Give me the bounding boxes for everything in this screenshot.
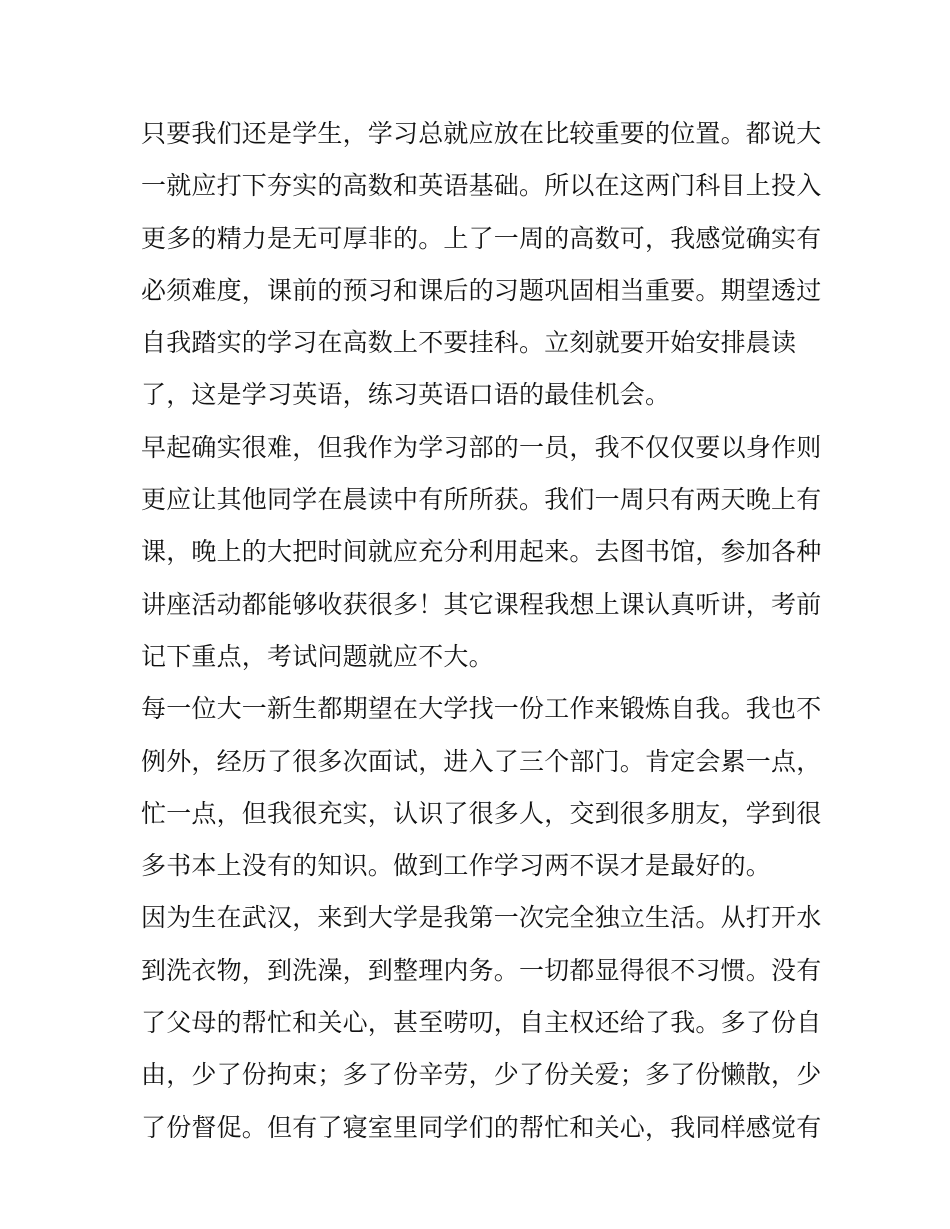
text-line: 更多的精力是无可厚非的。上了一周的高数可，我感觉确实有 — [141, 223, 822, 253]
text-line: 讲座活动都能够收获很多！其它课程我想上课认真听讲，考前 — [141, 589, 822, 619]
text-line: 只要我们还是学生，学习总就应放在比较重要的位置。都说大 — [141, 119, 822, 148]
text-line: 自我踏实的学习在高数上不要挂科。立刻就要开始安排晨读 — [141, 328, 797, 358]
text-line: 由，少了份拘束；多了份辛劳，少了份关爱；多了份懒散，少 — [141, 1060, 822, 1090]
document-body — [141, 108, 821, 1154]
text-line: 了，这是学习英语，练习英语口语的最佳机会。 — [141, 380, 671, 410]
text-line: 早起确实很难，但我作为学习部的一员，我不仅仅要以身作则 — [141, 432, 822, 462]
text-line: 忙一点，但我很充实，认识了很多人，交到很多朋友，学到很 — [141, 798, 822, 828]
text-line: 每一位大一新生都期望在大学找一份工作来锻炼自我。我也不 — [141, 694, 822, 724]
text-line: 到洗衣物，到洗澡，到整理内务。一切都显得很不习惯。没有 — [141, 955, 822, 985]
text-line: 一就应打下夯实的高数和英语基础。所以在这两门科目上投入 — [141, 171, 822, 201]
text-line: 记下重点，考试问题就应不大。 — [141, 641, 494, 671]
text-line: 多书本上没有的知识。做到工作学习两不误才是最好的。 — [141, 851, 772, 881]
text-line: 例外，经历了很多次面试，进入了三个部门。肯定会累一点， — [141, 746, 822, 776]
text-line: 更应让其他同学在晨读中有所所获。我们一周只有两天晚上有 — [141, 485, 822, 515]
text-line: 了父母的帮忙和关心，甚至唠叨，自主权还给了我。多了份自 — [141, 1008, 822, 1038]
text-line: 必须难度，课前的预习和课后的习题巩固相当重要。期望透过 — [141, 275, 822, 305]
text-line: 了份督促。但有了寝室里同学们的帮忙和关心，我同样感觉有 — [141, 1112, 822, 1142]
text-line: 课，晚上的大把时间就应充分利用起来。去图书馆，参加各种 — [141, 537, 822, 567]
text-line: 因为生在武汉，来到大学是我第一次完全独立生活。从打开水 — [141, 903, 822, 933]
